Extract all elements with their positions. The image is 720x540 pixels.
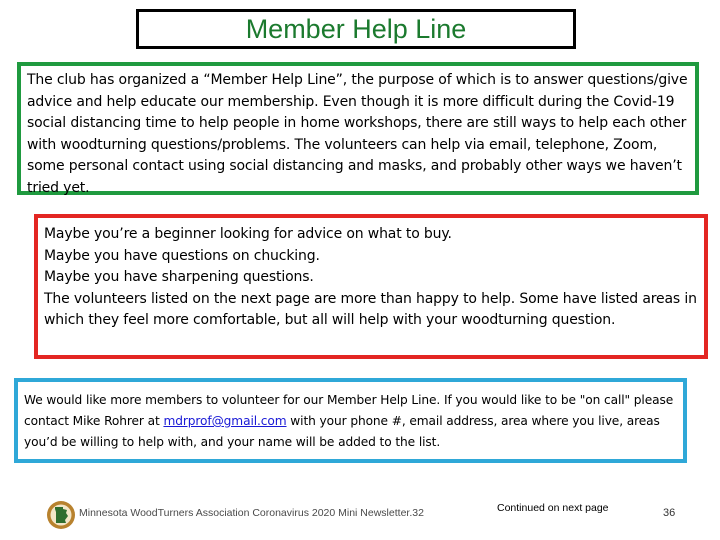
contact-email-link[interactable]: mdrprof@gmail.com bbox=[163, 414, 287, 428]
continued-note: Continued on next page bbox=[497, 502, 609, 514]
intro-text: The club has organized a “Member Help Line”, the purpose of which is to answer questions/give advice and help educate our membership. Even though it is more difficult during the Covid-19 social distancing time to help people in home workshops, there are still ways to help each other with woodturning questions/problems. The volunteers can help via email, telephone, Zoom, some personal contact using social distancing and masks, and probably other ways we haven’t tried yet. bbox=[27, 72, 688, 196]
footer-newsletter: Minnesota WoodTurners Association Coronavirus 2020 Mini Newsletter.32 bbox=[79, 507, 424, 519]
volunteer-text-before: We would like more members to volunteer for our Member Help Line. If you would like to be "on call" please contact Mike Rohrer at bbox=[24, 393, 674, 428]
page-number: 36 bbox=[663, 507, 676, 519]
volunteer-text-after: with your phone #, email address, area where you live, areas you’d be willing to help with, and your name will be added to the list. bbox=[24, 414, 660, 449]
example-line-sharpening: Maybe you have sharpening questions. bbox=[44, 269, 314, 285]
intro-box bbox=[17, 62, 699, 195]
example-line-beginner: Maybe you’re a beginner looking for advice on what to buy. bbox=[44, 226, 452, 242]
example-line-volunteers: The volunteers listed on the next page are more than happy to help. Some have listed areas in which they feel more comfortable, but all will help with your woodturning question. bbox=[44, 290, 697, 328]
mwa-logo-icon bbox=[46, 500, 76, 530]
title-box bbox=[136, 9, 576, 49]
example-line-chucking: Maybe you have questions on chucking. bbox=[44, 247, 320, 264]
examples-box bbox=[34, 214, 708, 359]
volunteer-box bbox=[14, 378, 687, 463]
page-title: Member Help Line bbox=[245, 13, 467, 44]
